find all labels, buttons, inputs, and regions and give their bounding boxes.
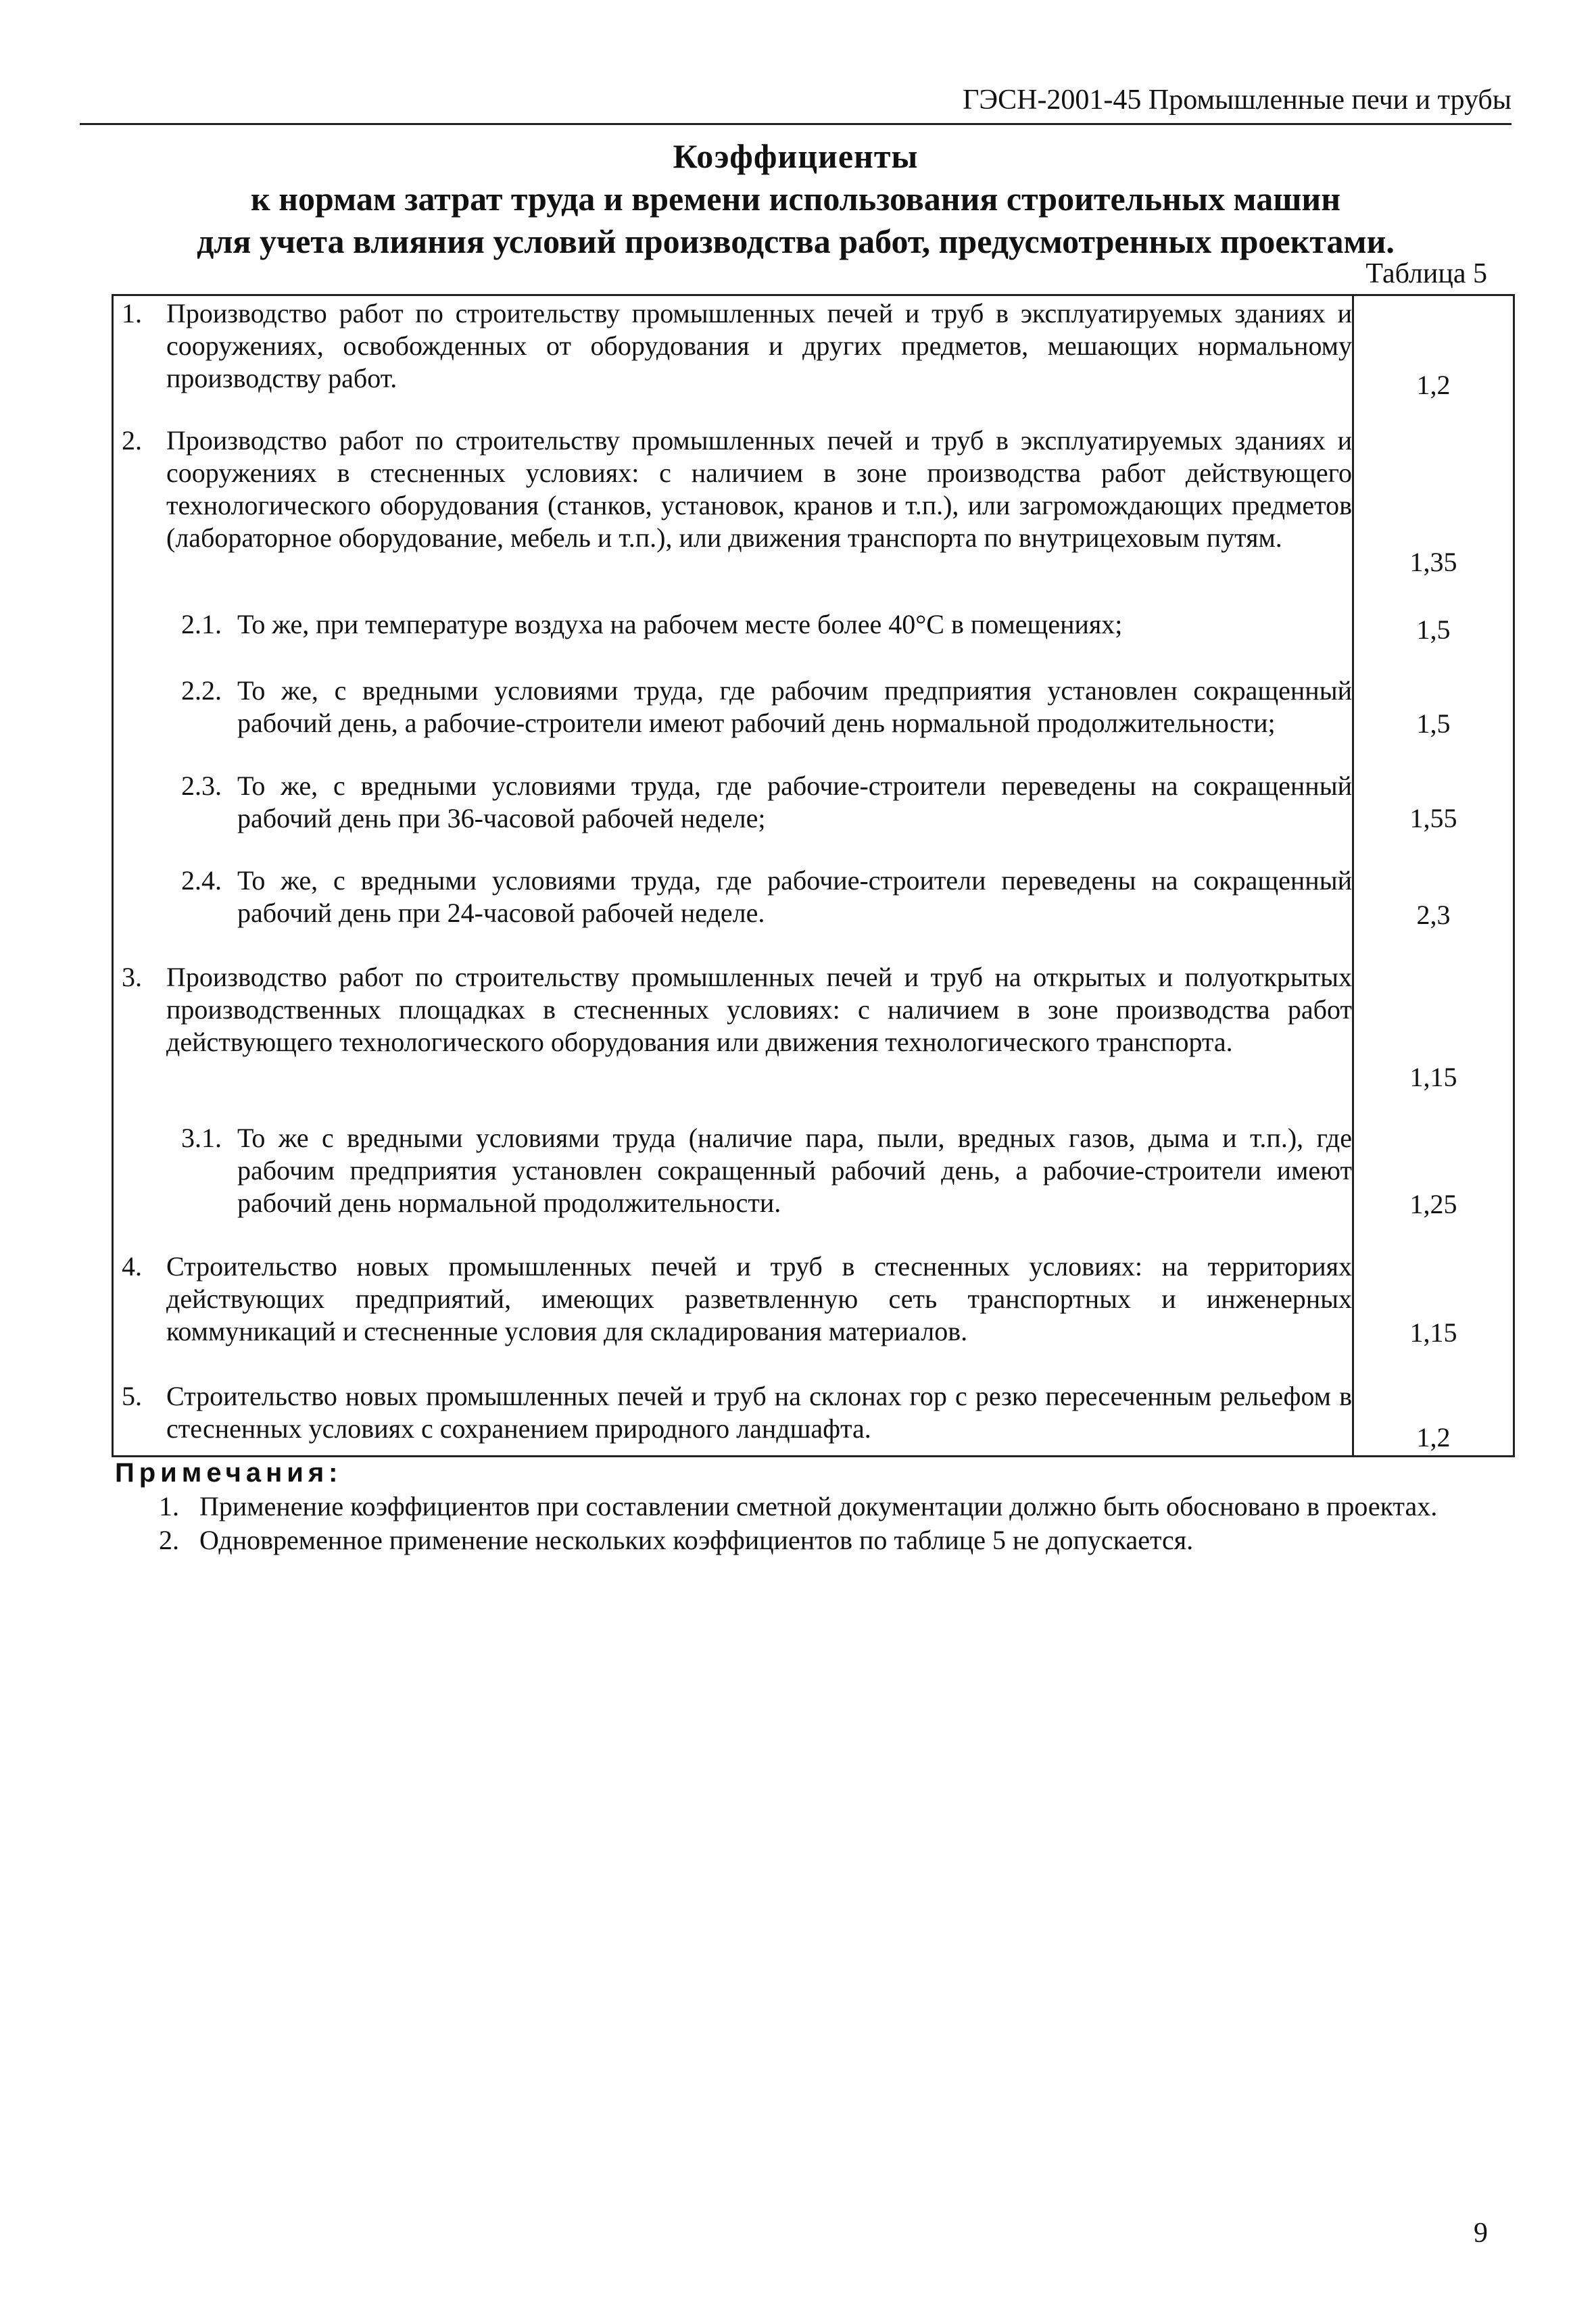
row-coefficient: 1,5 [1416,708,1451,739]
row-number: 1. [122,298,142,328]
table-row [114,411,1513,580]
notes-section [115,1457,1521,1557]
row-coefficient: 1,2 [1416,1422,1451,1453]
row-coefficient: 1,2 [1416,370,1451,400]
row-text: То же, с вредными условиями труда, где рабочие-строители переведены на сокращенный рабочий день при 36-часовой рабочей неделе; [237,771,1352,833]
running-header [80,80,1512,125]
note-item [115,1524,1521,1557]
row-number: 2.3. [181,771,222,801]
note-number: 1. [159,1491,179,1521]
note-item [115,1490,1521,1523]
document-title [80,135,1512,263]
table-row [114,296,1513,411]
table-row [114,750,1513,843]
row-number: 4. [122,1251,142,1282]
title-line-1: Коэффициенты [673,137,919,175]
row-coefficient: 1,5 [1416,614,1451,645]
row-number: 2.2. [181,675,222,706]
note-number: 2. [159,1525,179,1555]
row-text: Строительство новых промышленных печей и труб на склонах гор с резко пересеченным рельефом в стесненных условиях с сохранением природного ландшафта. [166,1381,1352,1444]
running-title: ГЭСН-2001-45 Промышленные печи и трубы [963,84,1512,116]
table-row [114,580,1513,653]
note-text: Применение коэффициентов при составлении сметной документации должно быть обосновано в проектах. [199,1491,1438,1521]
row-number: 2. [122,425,142,456]
row-coefficient: 1,35 [1409,547,1457,577]
table-label: Таблица 5 [1365,258,1487,289]
table-row [114,1359,1513,1455]
row-number: 3.1. [181,1123,222,1153]
table-row [114,1102,1513,1230]
row-text: То же, с вредными условиями труда, где рабочие-строители переведены на сокращенный рабочий день при 24-часовой рабочей неделе. [237,865,1352,928]
title-line-2: к нормам затрат труда и времени использования строительных машин [250,180,1341,218]
row-text: Производство работ по строительству промышленных печей и труб в эксплуатируемых зданиях и сооружениях, освобожденных от оборудования и других предметов, мешающих нормальному производству работ. [166,298,1352,393]
row-coefficient: 1,15 [1409,1317,1457,1348]
title-line-3: для учета влияния условий производства работ, предусмотренных проектами. [197,222,1395,260]
row-number: 3. [122,962,142,992]
row-text: Строительство новых промышленных печей и труб в стесненных условиях: на территориях действующих предприятий, имеющих разветвленную сеть транспортных и инженерных коммуникаций и стесненные условия для складирования материалов. [166,1251,1352,1346]
table-row [114,941,1513,1102]
notes-heading: Примечания: [115,1458,343,1488]
table-row [114,843,1513,941]
row-text: Производство работ по строительству промышленных печей и труб в эксплуатируемых зданиях и сооружениях в стесненных условиях: с наличием в зоне производства работ действующего технологического оборудования (станков, установок, кранов и т.п.), или загромождающих предметов (лабораторное оборудование, мебель и т.п.), или движения транспорта по внутрицеховым путям. [166,425,1352,553]
row-number: 5. [122,1381,142,1411]
row-coefficient: 1,15 [1409,1062,1457,1092]
note-text: Одновременное применение нескольких коэффициентов по таблице 5 не допускается. [199,1525,1194,1555]
table-row [114,1230,1513,1359]
page-number: 9 [1474,2218,1488,2249]
row-text: То же, при температуре воздуха на рабочем месте более 40°С в помещениях; [237,609,1123,639]
row-coefficient: 1,25 [1409,1189,1457,1219]
table-row [114,653,1513,750]
row-coefficient: 1,55 [1409,803,1457,833]
row-number: 2.4. [181,865,222,896]
row-coefficient: 2,3 [1416,900,1451,930]
row-number: 2.1. [181,609,222,639]
row-text: То же с вредными условиями труда (наличие пара, пыли, вредных газов, дыма и т.п.), где рабочим предприятия установлен сокращенный рабочий день, а рабочие-строители имеют рабочий день нормальной продолжительности. [237,1123,1352,1218]
row-text: Производство работ по строительству промышленных печей и труб на открытых и полуоткрытых производственных площадках в стесненных условиях: с наличием в зоне производства работ действующего технологического оборудования или движения технологического транспорта. [166,962,1352,1057]
coefficients-table [112,294,1515,1457]
row-text: То же, с вредными условиями труда, где рабочим предприятия установлен сокращенный рабочий день, а рабочие-строители имеют рабочий день нормальной продолжительности; [237,675,1352,738]
